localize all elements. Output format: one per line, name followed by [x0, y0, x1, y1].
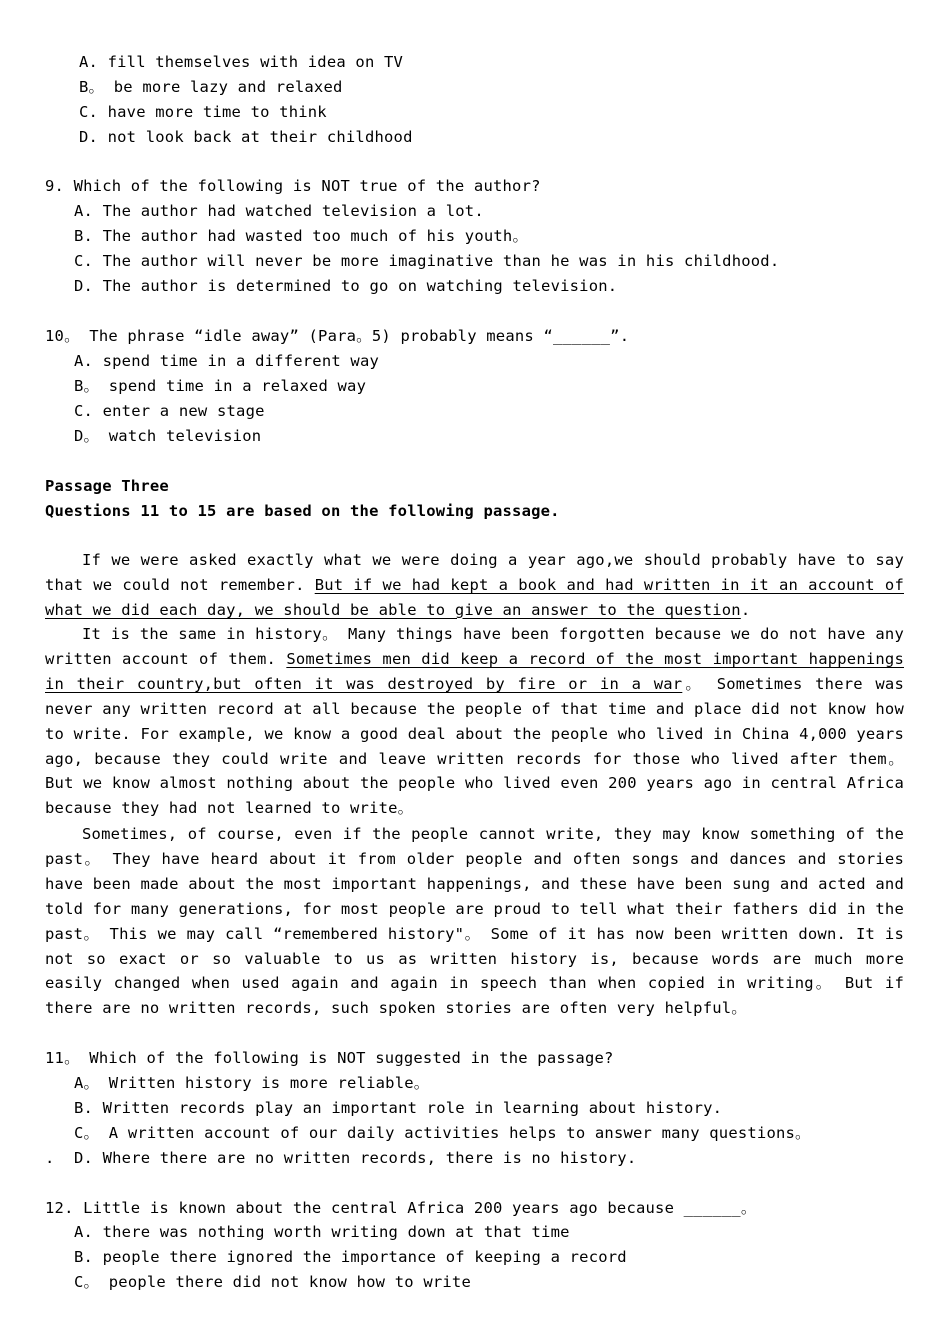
q8-option-a: A. fill themselves with idea on TV — [79, 53, 404, 71]
q9-option-a: A. The author had watched television a lot. — [74, 202, 484, 220]
q10-option-a: A. spend time in a different way — [74, 352, 380, 370]
q12-stem: 12. Little is known about the central Africa 200 years ago because ______。 — [45, 1199, 757, 1217]
q9-option-d: D. The author is determined to go on watching television. — [74, 277, 618, 295]
q10-stem: 10。 The phrase “idle away” (Para。5) probably means “______”. — [45, 327, 630, 345]
q11-option-c: C。 A written account of our daily activities helps to answer many questions。 — [74, 1124, 811, 1142]
stray-dot-mark: . — [45, 1149, 55, 1167]
q12-option-a: A. there was nothing worth writing down at that time — [74, 1223, 570, 1241]
q12-option-b: B. people there ignored the importance of keeping a record — [74, 1248, 627, 1266]
q12-option-c: C。 people there did not know how to write — [74, 1273, 471, 1291]
passage-paragraph-3 — [45, 822, 904, 1021]
q10-option-d: D。 watch television — [74, 427, 262, 445]
q8-option-c: C. have more time to think — [79, 103, 327, 121]
q10-option-b: B。 spend time in a relaxed way — [74, 377, 367, 395]
q8-option-b: B。 be more lazy and relaxed — [79, 78, 343, 96]
q9-stem: 9. Which of the following is NOT true of the author? — [45, 177, 541, 195]
passage-instruction: Questions 11 to 15 are based on the following passage. — [45, 502, 560, 520]
passage-paragraph-2 — [45, 622, 904, 821]
q10-option-c: C. enter a new stage — [74, 402, 265, 420]
paragraph-2-underlined: Sometimes men did keep a record of the most important happenings in their country,but often it was destroyed by fire or in a war — [45, 649, 904, 693]
q8-option-d: D. not look back at their childhood — [79, 128, 413, 146]
q11-stem: 11。 Which of the following is NOT suggested in the passage? — [45, 1049, 614, 1067]
q11-option-b: B. Written records play an important role in learning about history. — [74, 1099, 723, 1117]
paragraph-1-end: . — [740, 600, 751, 619]
q11-option-a: A。 Written history is more reliable。 — [74, 1074, 430, 1092]
paragraph-2-text: It is the same in history。 Many things have been forgotten because we do not have any written account of them. — [45, 625, 904, 668]
passage-title: Passage Three — [45, 477, 169, 495]
paragraph-2-rest: 。 Sometimes there was never any written record at all because the people of that time and place did not know how to write. For example, we know a good deal about the people who lived in China 4,000 years ago, because they could write and leave written records for those who lived after them。 But we know almost nothing about the people who lived even 200 years ago in central Africa because they had not learned to write。 — [45, 674, 904, 818]
paragraph-3-text: Sometimes, of course, even if the people cannot write, they may know something of the past。 They have heard about it from older people and often songs and dances and stories have been made about the most important happenings, and these have been sung and acted and told for many generations, for most people are proud to tell what their fathers did in the past。 This we may call “remembered history"。 Some of it has now been written down. It is not so exact or so valuable to us as written history is, because words are much more easily changed when used again and again in speech than when copied in writing。 But if there are no written records, such spoken stories are often very helpful。 — [45, 825, 904, 1018]
q11-option-d: D. Where there are no written records, there is no history. — [74, 1149, 637, 1167]
paragraph-1-text: If we were asked exactly what we were doing a year ago,we should probably have to say that we could not remember. — [45, 551, 904, 594]
q9-option-c: C. The author will never be more imaginative than he was in his childhood. — [74, 252, 780, 270]
passage-paragraph-1 — [45, 548, 904, 623]
q9-option-b: B. The author had wasted too much of his youth。 — [74, 227, 529, 245]
paragraph-1-underlined: But if we had kept a book and had written in it an account of what we did each day, we should be able to give an answer to the question — [45, 575, 904, 619]
